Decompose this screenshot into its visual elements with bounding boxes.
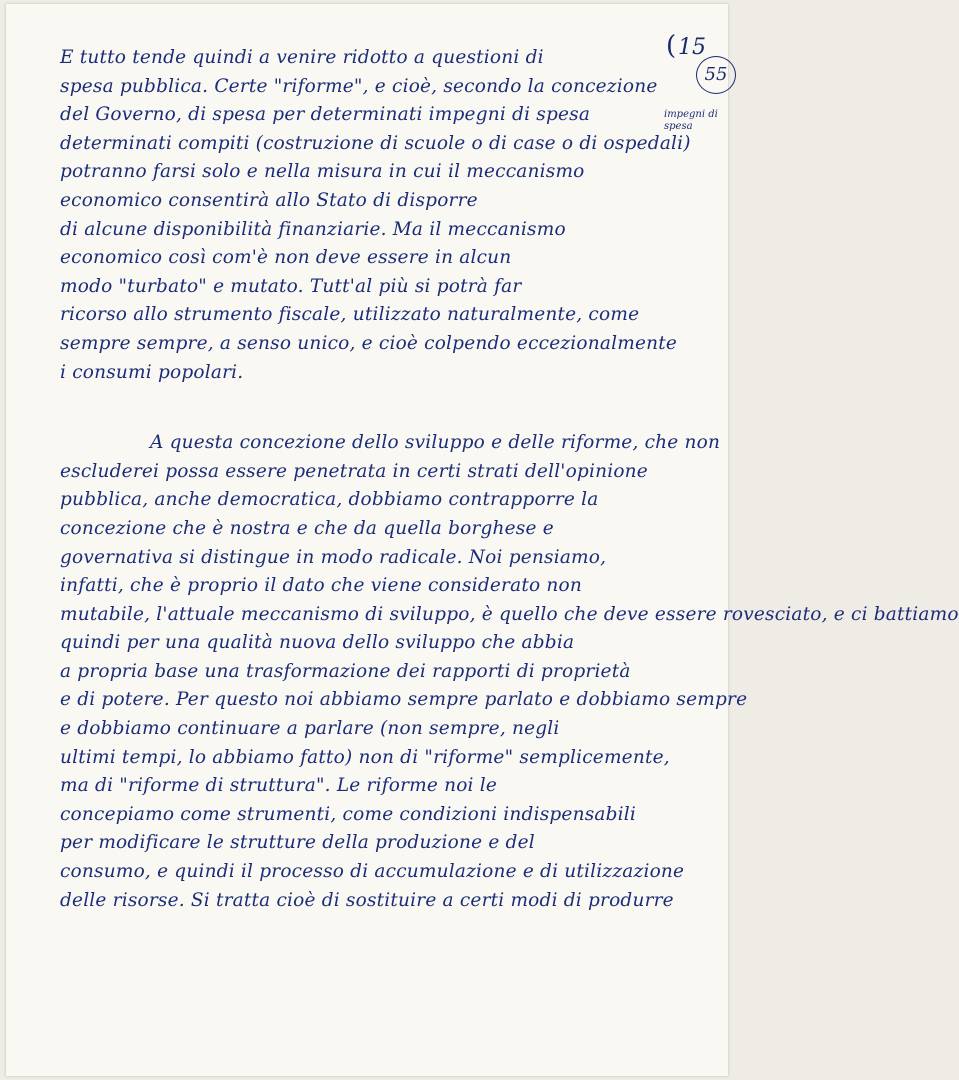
text-line: economico consentirà allo Stato di disporre (60, 189, 478, 211)
archive-number-circle: 55 (696, 56, 736, 94)
text-line: spesa pubblica. Certe "riforme", e cioè, secondo la concezione (60, 75, 658, 97)
text-line: mutabile, l'attuale meccanismo di sviluppo, è quello che deve essere rovesciato, e ci battiamo (60, 603, 959, 625)
paragraph-1 (60, 44, 700, 387)
text-line: per modificare le strutture della produzione e del (60, 832, 535, 854)
text-line: determinati compiti (costruzione di scuole o di case o di ospedali) (60, 132, 691, 154)
text-line: governativa si distingue in modo radicale. Noi pensiamo, (60, 546, 607, 568)
text-line: ultimi tempi, lo abbiamo fatto) non di "riforme" semplicemente, (60, 746, 670, 768)
text-line: ma di "riforme di struttura". Le riforme noi le (60, 775, 498, 797)
text-line: escluderei possa essere penetrata in certi strati dell'opinione (60, 460, 648, 482)
manuscript-page (6, 4, 959, 1076)
text-line: quindi per una qualità nuova dello sviluppo che abbia (60, 632, 575, 654)
text-line: del Governo, di spesa per determinati impegni di spesa (60, 104, 591, 126)
text-line: consumo, e quindi il processo di accumulazione e di utilizzazione (60, 861, 685, 883)
text-line: ricorso allo strumento fiscale, utilizzato naturalmente, come (60, 304, 640, 326)
text-line: modo "turbato" e mutato. Tutt'al più si potrà far (60, 275, 522, 297)
page-number: 15 (678, 35, 706, 60)
paragraph-2 (60, 429, 959, 915)
margin-note: impegni di spesa (664, 109, 718, 132)
paragraph-gap (60, 387, 700, 429)
text-line: E tutto tende quindi a venire ridotto a questioni di (60, 47, 544, 68)
text-line: delle risorse. Si tratta cioè di sostituire a certi modi di produrre (60, 889, 674, 911)
text-line: concezione che è nostra e che da quella borghese e (60, 517, 554, 539)
text-line: i consumi popolari. (60, 361, 244, 383)
page-number-bracket: ( (666, 31, 677, 61)
text-line: a propria base una trasformazione dei rapporti di proprietà (60, 660, 631, 682)
text-line: A questa concezione dello sviluppo e delle riforme, che non (150, 432, 721, 454)
text-line: sempre sempre, a senso unico, e cioè colpendo eccezionalmente (60, 332, 677, 354)
text-line: economico così com'è non deve essere in alcun (60, 247, 512, 269)
text-line: potranno farsi solo e nella misura in cui il meccanismo (60, 161, 585, 183)
text-line: concepiamo come strumenti, come condizioni indispensabili (60, 803, 637, 825)
text-line: e dobbiamo continuare a parlare (non sempre, negli (60, 718, 560, 740)
text-line: pubblica, anche democratica, dobbiamo contrapporre la (60, 489, 599, 511)
text-line: infatti, che è proprio il dato che viene considerato non (60, 575, 582, 597)
text-line: e di potere. Per questo noi abbiamo sempre parlato e dobbiamo sempre (60, 689, 748, 711)
text-line: di alcune disponibilità finanziarie. Ma il meccanismo (60, 218, 566, 240)
